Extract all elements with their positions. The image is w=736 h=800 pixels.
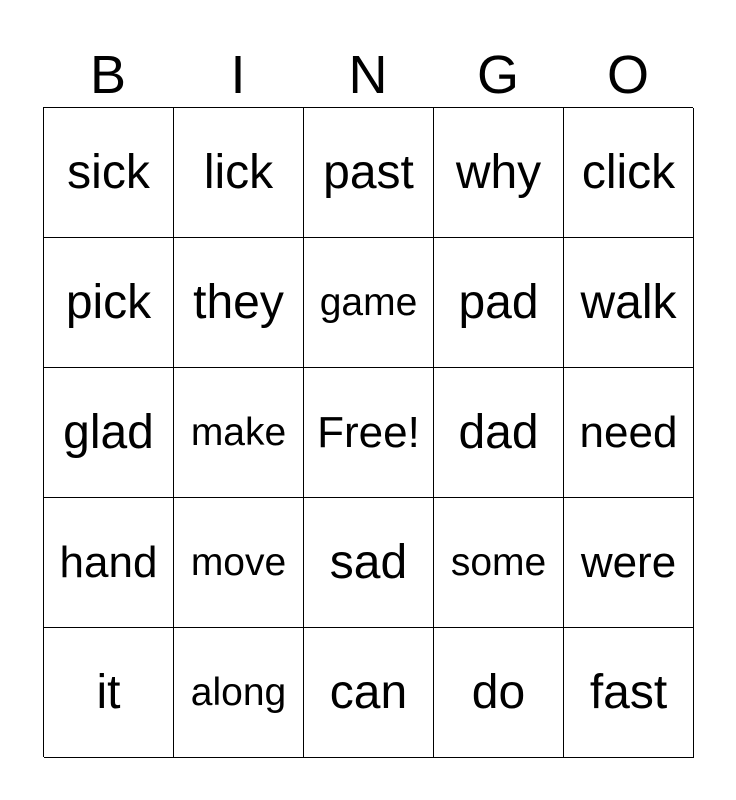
- bingo-cell[interactable]: walk: [564, 238, 694, 368]
- header-letter-b: B: [89, 45, 127, 105]
- bingo-cell[interactable]: make: [174, 368, 304, 498]
- bingo-cell[interactable]: why: [434, 108, 564, 238]
- header-letter-o: O: [606, 45, 649, 105]
- bingo-cell[interactable]: sad: [304, 498, 434, 628]
- bingo-cell[interactable]: were: [564, 498, 694, 628]
- bingo-cell[interactable]: they: [174, 238, 304, 368]
- bingo-header: [43, 42, 693, 108]
- bingo-cell[interactable]: pad: [434, 238, 564, 368]
- bingo-cell[interactable]: game: [304, 238, 434, 368]
- bingo-board: [43, 107, 693, 757]
- bingo-cell[interactable]: along: [174, 628, 304, 758]
- bingo-cell[interactable]: some: [434, 498, 564, 628]
- bingo-cell[interactable]: sick: [44, 108, 174, 238]
- header-letter-i: I: [230, 45, 246, 105]
- bingo-cell[interactable]: click: [564, 108, 694, 238]
- bingo-cell[interactable]: hand: [44, 498, 174, 628]
- bingo-cell[interactable]: it: [44, 628, 174, 758]
- bingo-cell[interactable]: lick: [174, 108, 304, 238]
- header-letter-n: N: [348, 45, 388, 105]
- header-letter-g: G: [476, 45, 519, 105]
- bingo-cell[interactable]: need: [564, 368, 694, 498]
- bingo-cell[interactable]: move: [174, 498, 304, 628]
- bingo-cell[interactable]: past: [304, 108, 434, 238]
- bingo-cell[interactable]: glad: [44, 368, 174, 498]
- bingo-cell[interactable]: pick: [44, 238, 174, 368]
- free-space-cell[interactable]: Free!: [304, 368, 434, 498]
- bingo-cell[interactable]: do: [434, 628, 564, 758]
- bingo-cell[interactable]: fast: [564, 628, 694, 758]
- bingo-cell[interactable]: can: [304, 628, 434, 758]
- bingo-cell[interactable]: dad: [434, 368, 564, 498]
